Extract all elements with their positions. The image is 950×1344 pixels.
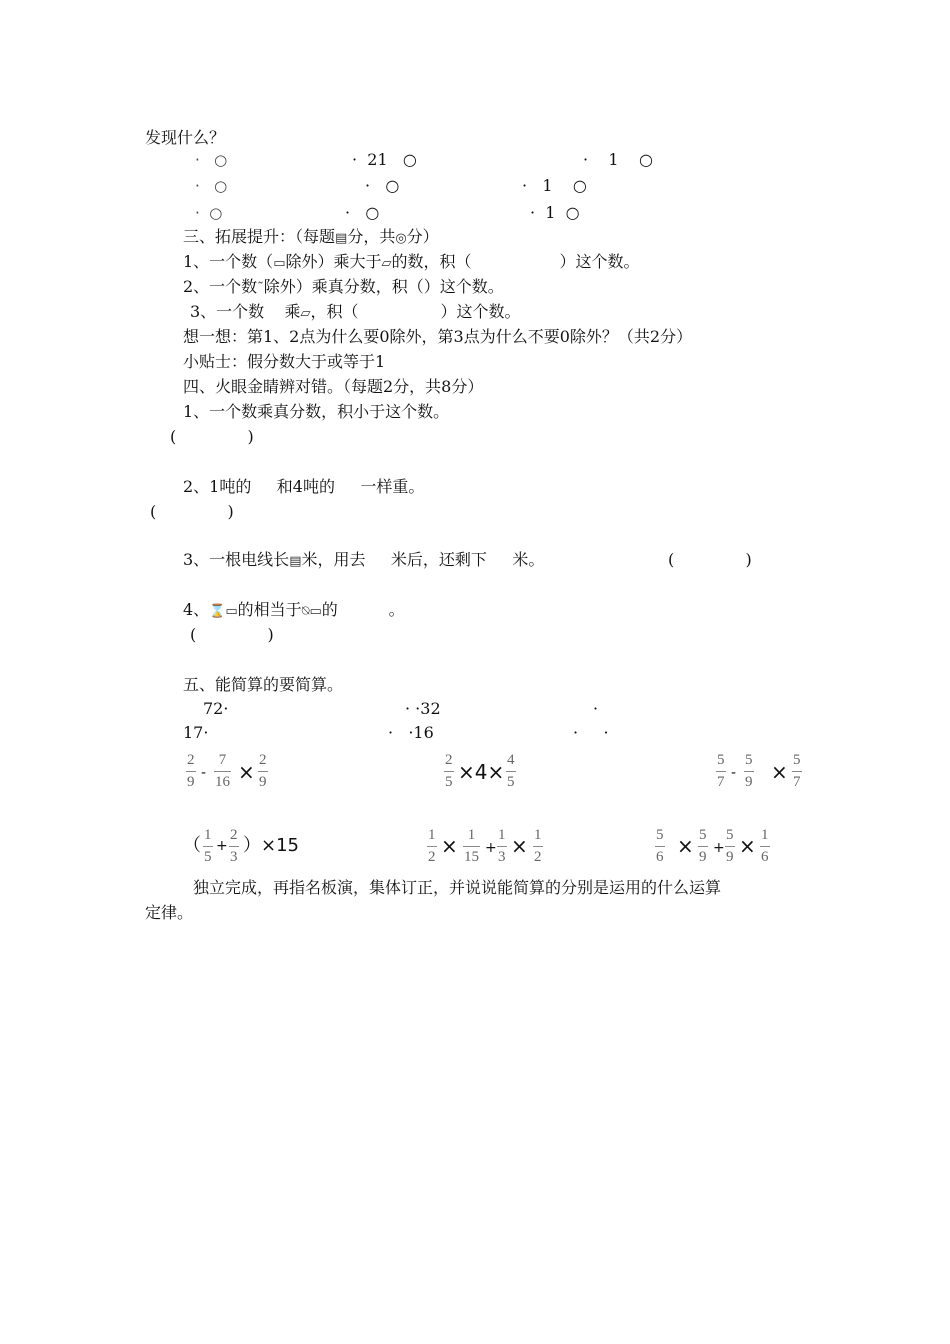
fraction: 5 6 — [656, 827, 664, 865]
section-3-question-2: 2、一个数˜除外）乘真分数，积（）这个数。 — [183, 277, 504, 296]
fraction: 5 9 — [726, 827, 734, 865]
fraction: 2 9 — [187, 752, 195, 790]
answer-paren[interactable]: ( ) — [150, 502, 234, 521]
closing-instruction: 独立完成，再指名板演，集体订正，并说说能简算的分别是运用的什么运算 — [193, 878, 722, 897]
fraction: 5 9 — [745, 752, 753, 790]
answer-blank[interactable]: （）这个数。 — [407, 277, 504, 296]
missing-value-icon: ⍉▭ — [301, 604, 322, 619]
fraction: 5 9 — [699, 827, 707, 865]
fraction: 1 5 — [204, 827, 212, 865]
operator: × — [511, 834, 528, 858]
calc-row-2-item-3: · · — [573, 723, 609, 742]
operator: ）×15 — [243, 835, 299, 856]
compare-row-2-col-1: · ○ — [195, 177, 228, 195]
operator: + — [713, 840, 725, 856]
operator: × — [238, 760, 255, 784]
fraction: 1 3 — [498, 827, 506, 865]
fraction: 1 2 — [534, 827, 542, 865]
fraction: 5 7 — [793, 752, 801, 790]
answer-paren[interactable]: ( ) — [170, 427, 254, 446]
fraction: 1 6 — [761, 827, 769, 865]
missing-value-icon: ▱ — [381, 256, 392, 271]
fraction: 2 3 — [230, 827, 238, 865]
missing-value-icon: ▤ — [335, 231, 348, 246]
fraction: 2 9 — [259, 752, 267, 790]
operator: × — [739, 834, 756, 858]
calc-row-1-item-2: · ·32 — [405, 699, 441, 718]
calc-row-1-item-1: 72· — [203, 699, 229, 718]
think-question: 想一想：第1、2点为什么要0除外，第3点为什么不要0除外？（共2分） — [183, 327, 693, 346]
compare-row-1-col-2: · 21 ○ — [352, 150, 417, 169]
operator: × — [441, 834, 458, 858]
compare-row-2-col-2: · ○ — [365, 176, 400, 195]
fraction: 7 16 — [215, 752, 230, 790]
missing-value-icon: ▭ — [273, 256, 286, 271]
section-4-title: 四、火眼金睛辨对错。（每题2分，共8分） — [183, 377, 484, 396]
operator: - — [731, 765, 737, 781]
answer-paren[interactable]: ( ) — [668, 550, 752, 569]
section-3-title: 三、拓展提升：（每题▤分，共◎分） — [183, 227, 439, 246]
missing-value-icon: ▤ — [289, 554, 302, 569]
section-3-question-1: 1、一个数（▭除外）乘大于▱的数，积（ ）这个数。 — [183, 252, 640, 271]
section-4-question-3: 3、一根电线长▤米，用去 米后，还剩下 米。 — [183, 550, 545, 569]
operator: + — [216, 838, 228, 854]
compare-row-2-col-3: · 1 ○ — [522, 176, 587, 195]
compare-row-1-col-1: · ○ — [195, 151, 228, 169]
tip-text: 小贴士：假分数大于或等于1 — [183, 352, 386, 371]
closing-instruction-cont: 定律。 — [145, 903, 194, 922]
section-4-question-4: 4、⌛▭的相当于⍉▭的 。 — [183, 600, 405, 619]
discover-prompt: 发现什么？ — [145, 128, 226, 147]
missing-value-icon: ▱ — [300, 306, 311, 321]
missing-value-icon: ⌛▭ — [209, 604, 238, 619]
section-3-question-3: 3、一个数 乘▱，积（ ）这个数。 — [190, 302, 521, 321]
calc-row-2-item-2: · ·16 — [388, 723, 434, 742]
operator: + — [485, 840, 497, 856]
operator: × — [677, 834, 694, 858]
missing-value-icon: ◎ — [395, 231, 407, 246]
fraction: 1 2 — [428, 827, 436, 865]
answer-paren[interactable]: ( ) — [190, 625, 274, 644]
operator: × — [771, 760, 788, 784]
fraction: 2 5 — [445, 752, 453, 790]
calc-row-2-item-1: 17· — [183, 723, 209, 742]
compare-row-3-col-2: · ○ — [345, 203, 380, 222]
compare-row-3-col-3: · 1 ○ — [530, 203, 580, 222]
compare-row-1-col-3: · 1 ○ — [583, 150, 653, 169]
section-4-question-2: 2、1吨的 和4吨的 一样重。 — [183, 477, 425, 496]
open-paren: （ — [183, 835, 201, 856]
compare-row-3-col-1: · ○ — [195, 204, 223, 222]
fraction: 4 5 — [507, 752, 515, 790]
section-4-question-1: 1、一个数乘真分数，积小于这个数。 — [183, 402, 450, 421]
section-5-title: 五、能简算的要简算。 — [183, 675, 344, 694]
operator: - — [201, 765, 207, 781]
calc-row-1-item-3: · — [593, 699, 599, 718]
missing-value-icon: ˜ — [257, 281, 264, 296]
operator: ×4× — [458, 760, 505, 784]
fraction: 5 7 — [717, 752, 725, 790]
fraction: 1 15 — [464, 827, 479, 865]
